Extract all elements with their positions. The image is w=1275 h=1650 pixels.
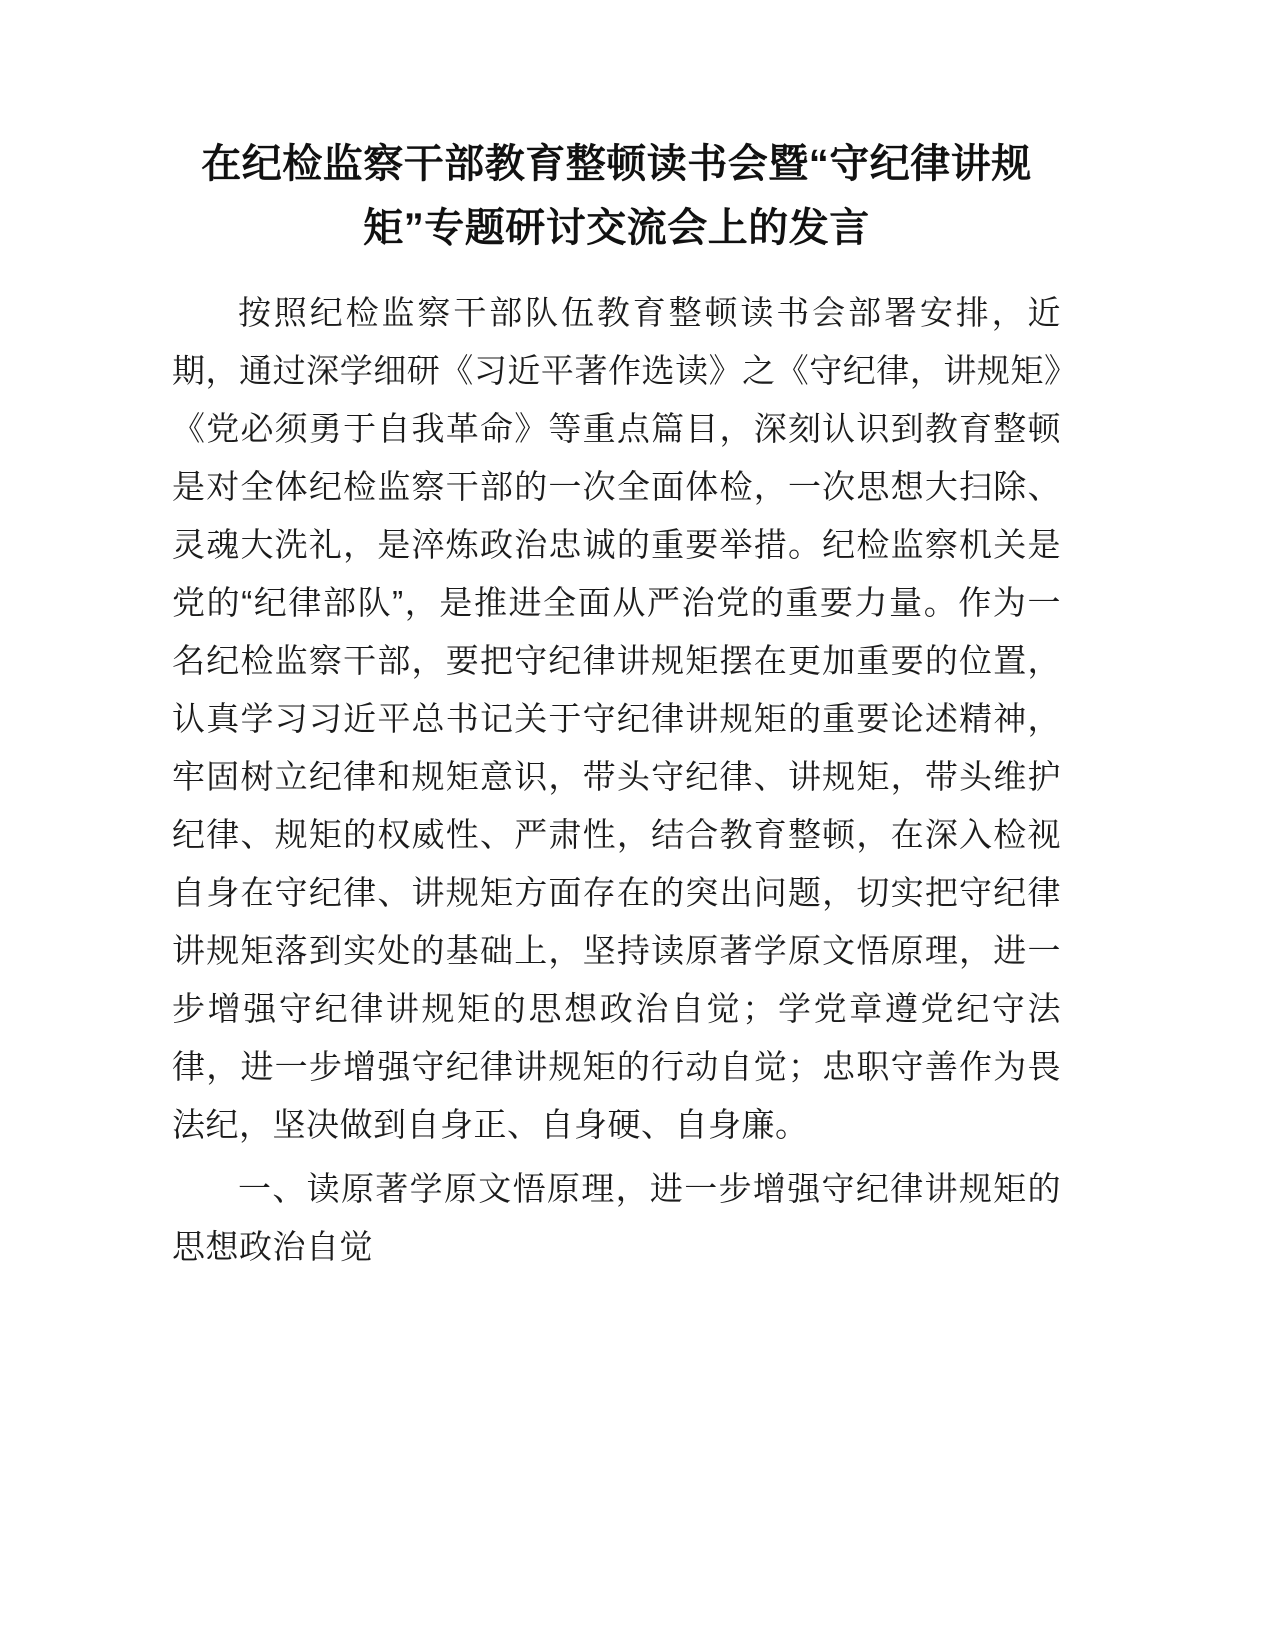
section-heading: 一、读原著学原文悟原理，进一步增强守纪律讲规矩的思想政治自觉 [172, 1170, 1061, 1265]
body-paragraph: 按照纪检监察干部队伍教育整顿读书会部署安排，近期，通过深学细研《习近平著作选读》之《守纪律，讲规矩》《党必须勇于自我革命》等重点篇目，深刻认识到教育整顿是对全体纪检监察干部的一次全面体检，一次思想大扫除、灵魂大洗礼，是淬炼政治忠诚的重要举措。纪检监察机关是党的“纪律部队”，是推进全面从严治党的重要力量。作为一名纪检监察干部，要把守纪律讲规矩摆在更加重要的位置，认真学习习近平总书记关于守纪律讲规矩的重要论述精神，牢固树立纪律和规矩意识，带头守纪律、讲规矩，带头维护纪律、规矩的权威性、严肃性，结合教育整顿，在深入检视自身在守纪律、讲规矩方面存在的突出问题，切实把守纪律讲规矩落到实处的基础上，坚持读原著学原文悟原理，进一步增强守纪律讲规矩的思想政治自觉；学党章遵党纪守法律，进一步增强守纪律讲规矩的行动自觉；忠职守善作为畏法纪，坚决做到自身正、自身硬、自身廉。 [172, 294, 1061, 1143]
document-title: 在纪检监察干部教育整顿读书会暨“守纪律讲规矩”专题研讨交流会上的发言 [201, 142, 1032, 250]
